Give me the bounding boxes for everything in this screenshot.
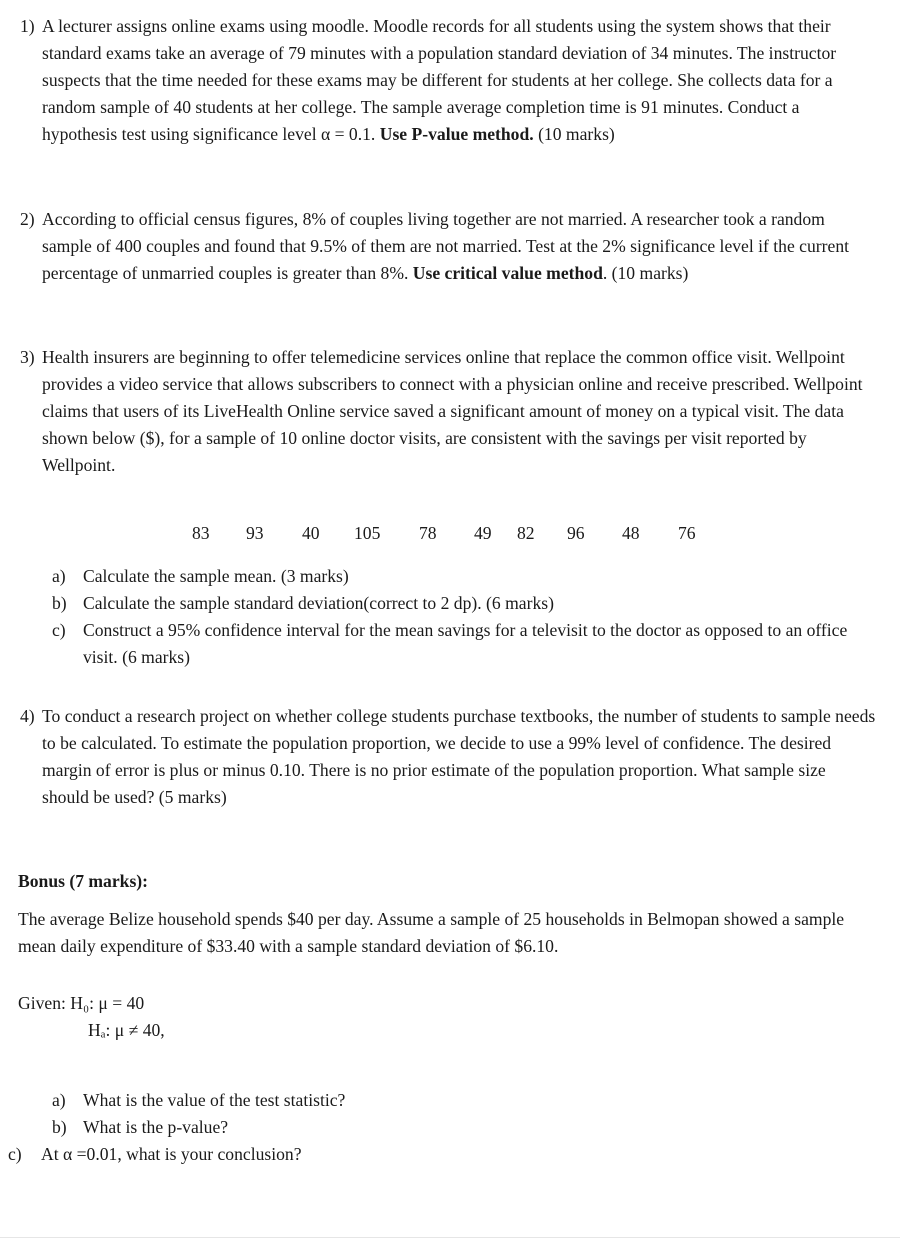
savings-data-row: [0, 520, 900, 547]
part-label: c): [52, 620, 66, 640]
bonus-part: [8, 1141, 302, 1168]
question-1: [20, 13, 876, 148]
question-2-number: 2): [20, 209, 35, 229]
question-3-number: 3): [20, 347, 35, 367]
bonus-part: [52, 1087, 345, 1114]
part-text: What is the p-value?: [83, 1117, 229, 1137]
data-value: 82: [517, 523, 535, 543]
data-value: 96: [567, 523, 585, 543]
part-text: Calculate the sample standard deviation(correct to 2 dp). (6 marks): [83, 593, 554, 613]
question-3-body: [20, 344, 876, 479]
question-1-text: A lecturer assigns online exams using moodle. Moodle records for all students using the system shows that their standard exams take an average of 79 minutes with a population standard deviation of 34 minutes. The instructor suspects that the time needed for these exams may be different for students at her college. She collects data for a random sample of 40 students at her college. The sample average completion time is 91 minutes. Conduct a hypothesis test using significance level α = 0.1.: [42, 16, 837, 144]
part-label: c): [8, 1144, 22, 1164]
question-4-text: To conduct a research project on whether college students purchase textbooks, the number of students to sample needs to be calculated. To estimate the population proportion, we decide to use a 99% level of confidence. The desired margin of error is plus or minus 0.10. There is no prior estimate of the population proportion. What sample size should be used? (5 marks): [42, 706, 876, 807]
data-value: 83: [192, 523, 210, 543]
part-text: Calculate the sample mean. (3 marks): [83, 566, 349, 586]
question-1-body: [20, 13, 876, 148]
alternative-hypothesis: Hₐ: μ ≠ 40,: [88, 1020, 165, 1040]
bonus-given-h0: [18, 990, 144, 1017]
page-bottom-divider: [0, 1237, 900, 1238]
question-3-part: [52, 590, 872, 617]
question-2-method: Use critical value method: [412, 263, 603, 283]
bonus-part: [52, 1114, 228, 1141]
question-2-body: [20, 206, 876, 287]
question-1-method: Use P-value method.: [379, 124, 534, 144]
question-2-marks: . (10 marks): [602, 263, 689, 283]
part-label: b): [52, 593, 67, 613]
question-3-text: Health insurers are beginning to offer telemedicine services online that replace the common office visit. Wellpoint provides a video service that allows subscribers to connect with a physician online and receive prescribed. Wellpoint claims that users of its LiveHealth Online service saved a significant amount of money on a typical visit. The data shown below ($), for a sample of 10 online doctor visits, are consistent with the savings per visit reported by Wellpoint.: [42, 347, 863, 475]
question-4-number: 4): [20, 706, 35, 726]
data-value: 105: [354, 523, 381, 543]
data-value: 93: [246, 523, 264, 543]
part-text: Construct a 95% confidence interval for the mean savings for a televisit to the doctor as opposed to an office visit. (6 marks): [83, 620, 848, 667]
question-4: [20, 703, 876, 811]
bonus-text: The average Belize household spends $40 per day. Assume a sample of 25 households in Belmopan showed a sample mean daily expenditure of $33.40 with a sample standard deviation of $6.10.: [18, 909, 845, 956]
null-hypothesis: H₀: μ = 40: [70, 993, 145, 1013]
question-3-part: [52, 617, 872, 671]
question-2: [20, 206, 876, 287]
part-label: a): [52, 1090, 66, 1110]
data-value: 76: [678, 523, 696, 543]
question-4-body: [20, 703, 876, 811]
question-1-marks: (10 marks): [533, 124, 615, 144]
question-3-parts: [52, 563, 872, 671]
data-value: 48: [622, 523, 640, 543]
part-label: a): [52, 566, 66, 586]
part-label: b): [52, 1117, 67, 1137]
bonus-title: Bonus (7 marks):: [18, 871, 149, 891]
part-text: What is the value of the test statistic?: [83, 1090, 346, 1110]
question-2-text: According to official census figures, 8% of couples living together are not married. A researcher took a random sample of 400 couples and found that 9.5% of them are not married. Test at the 2% significance level if the current percentage of unmarried couples is greater than 8%.: [42, 209, 850, 283]
part-text: At α =0.01, what is your conclusion?: [41, 1144, 302, 1164]
question-3: [20, 344, 876, 479]
question-1-number: 1): [20, 16, 35, 36]
given-label: Given:: [18, 993, 71, 1013]
data-value: 40: [302, 523, 320, 543]
question-3-part: [52, 563, 872, 590]
data-value: 49: [474, 523, 492, 543]
data-value: 78: [419, 523, 437, 543]
